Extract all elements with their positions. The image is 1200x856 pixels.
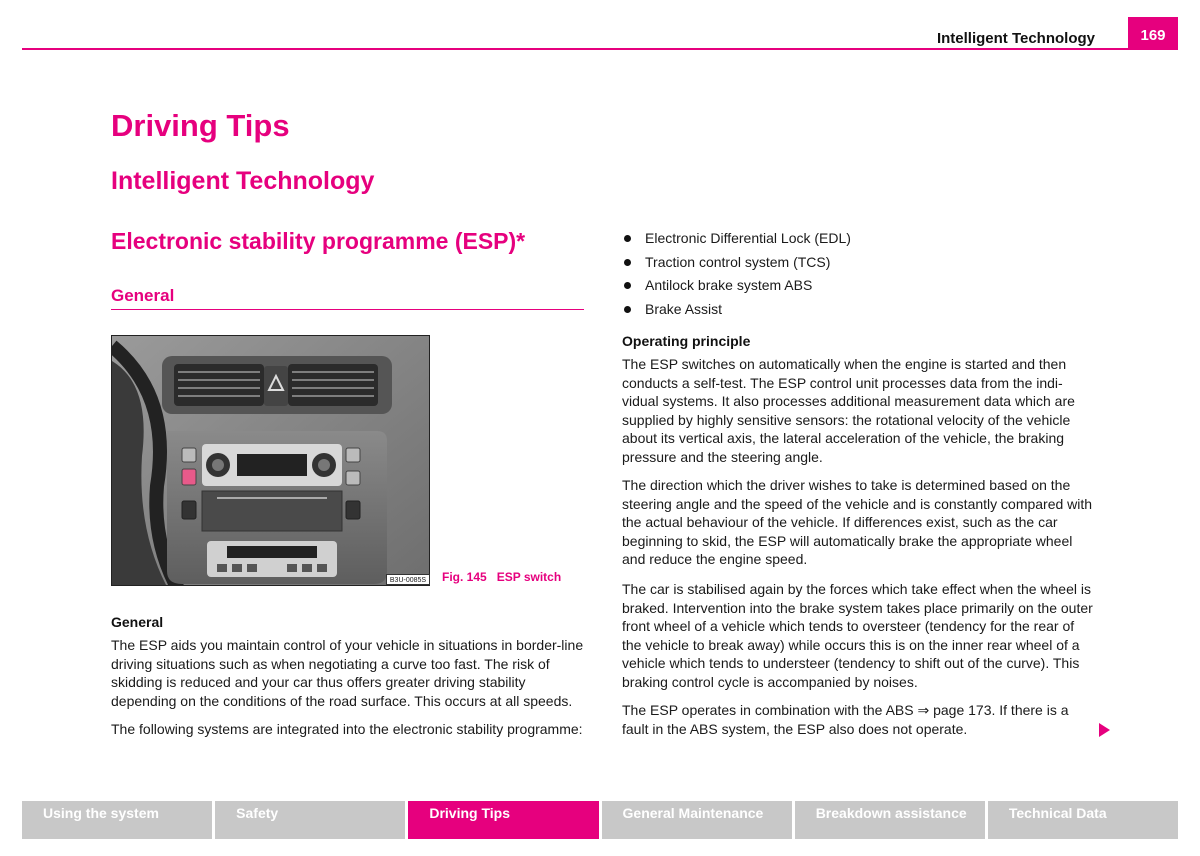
esp-switch-button — [182, 469, 196, 485]
bullet-icon — [624, 306, 631, 313]
tab-breakdown-assistance[interactable]: Breakdown assistance — [795, 801, 985, 839]
list-item: Antilock brake system ABS — [622, 277, 851, 301]
tab-using-the-system[interactable]: Using the system — [22, 801, 212, 839]
operating-paragraph-3: The car is stabilised again by the forces which take effect when the wheel is braked. Intervention into the brake system takes place primarily on the outer front wheel of a vehicle which tends to oversteer (tendency for the rear of the vehicle to break away) while occurs this is on the inner rear wheel of a vehicle which tends to understeer (tendency to shift out of the curve). This braking control cycle is accompanied by noises. — [622, 581, 1093, 690]
section-heading: Intelligent Technology — [111, 167, 375, 195]
bullet-icon — [624, 282, 631, 289]
figure-number: Fig. 145 — [442, 570, 487, 584]
header-rule — [22, 48, 1178, 50]
tab-general-maintenance[interactable]: General Maintenance — [602, 801, 792, 839]
figure-title: ESP switch — [496, 570, 562, 584]
operating-paragraph-4: The ESP operates in combination with the ABS ⇒ page 173. If there is a fault in the ABS system, the ESP also does not operate. — [622, 702, 1069, 737]
page-number: 169 — [1128, 17, 1178, 50]
running-header-title: Intelligent Technology — [936, 30, 1095, 47]
list-item: Electronic Differential Lock (EDL) — [622, 230, 851, 254]
list-item: Traction control system (TCS) — [622, 254, 851, 278]
topic-heading: Electronic stability programme (ESP)* — [111, 228, 526, 254]
operating-paragraph-2: The direction which the driver wishes to take is determined based on the steering angle and the speed of the vehicle and is constantly compared with the actual behaviour of the vehicle. If differences exist, such as the car beginning to skid, the ESP will automatically brake the appropriate wheel and reduce the engine speed. — [622, 477, 1093, 568]
bullet-icon — [624, 259, 631, 266]
integrated-systems-list — [622, 230, 851, 324]
subtopic-rule — [111, 309, 584, 310]
subtopic-heading: General — [111, 286, 175, 305]
tab-driving-tips[interactable]: Driving Tips — [408, 801, 598, 839]
figure-code: B3U-0085S — [386, 574, 430, 585]
esp-switch-figure — [111, 335, 430, 586]
figure-caption — [442, 570, 571, 584]
systems-intro-paragraph: The following systems are integrated into the electronic stability programme: — [111, 721, 583, 737]
list-item: Brake Assist — [622, 301, 851, 325]
tab-safety[interactable]: Safety — [215, 801, 405, 839]
chapter-tabs — [22, 801, 1178, 839]
tab-technical-data[interactable]: Technical Data — [988, 801, 1178, 839]
next-page-arrow-icon[interactable] — [1099, 723, 1110, 737]
bullet-icon — [624, 235, 631, 242]
operating-paragraph-1: The ESP switches on automatically when the engine is started and then conducts a self-test. The ESP control unit processes data from the indi-vidual systems. It also processes additional measurement data which are supplied by highly sensitive sensors: the rotational velocity of the vehicle about its vertical axis, the lateral acceleration of the vehicle, the braking pressure and the steering angle. — [622, 356, 1075, 465]
operating-principle-heading: Operating principle — [622, 333, 751, 349]
dashboard-illustration — [112, 336, 430, 586]
chapter-heading: Driving Tips — [111, 108, 290, 143]
general-subheading: General — [111, 614, 164, 630]
general-paragraph: The ESP aids you maintain control of your vehicle in situations in border-line driving situations such as when negotiating a curve too fast. The risk of skidding is reduced and your car thus offers greater driving stability depending on the conditions of the road surface. This occurs at all speeds. — [111, 637, 584, 709]
